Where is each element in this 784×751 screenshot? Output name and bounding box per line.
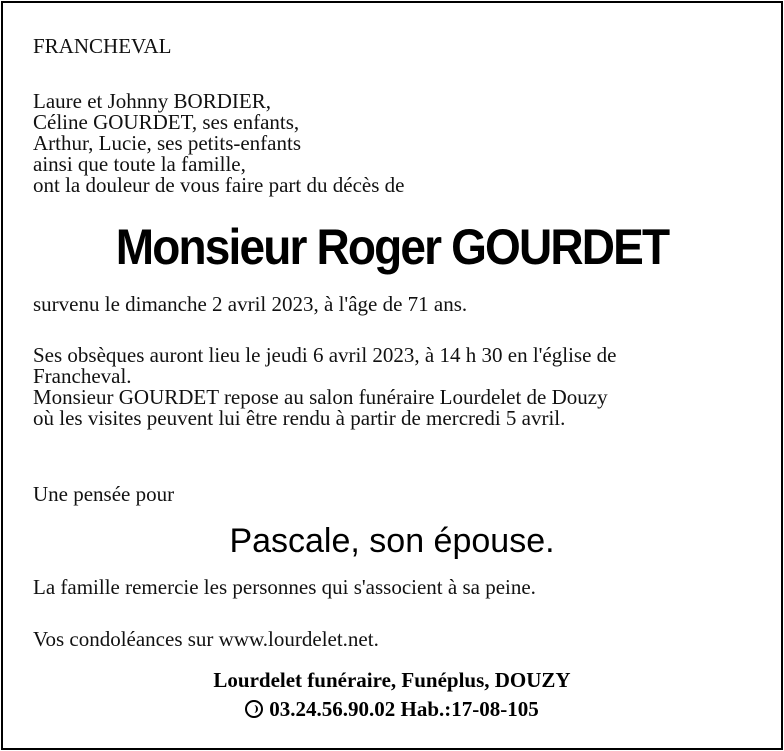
contact-line — [3, 696, 781, 722]
contact-text: 03.24.56.90.02 Hab.:17-08-105 — [269, 697, 539, 721]
location — [33, 36, 171, 57]
funeral-home — [3, 667, 781, 693]
family-line: ont la douleur de vous faire part du décès de — [33, 173, 405, 197]
funeral-home-name: Lourdelet funéraire, Funéplus, DOUZY — [213, 668, 571, 692]
funeral-line: Monsieur GOURDET repose au salon funéraire Lourdelet de Douzy — [33, 385, 608, 409]
deceased-name: Monsieur Roger GOURDET — [115, 219, 669, 275]
death-info-text: survenu le dimanche 2 avril 2023, à l'âge de 71 ans. — [33, 292, 468, 316]
funeral-line: où les visites peuvent lui être rendu à partir de mercredi 5 avril. — [33, 406, 566, 430]
thought-intro-text: Une pensée pour — [33, 482, 175, 506]
thanks — [33, 577, 536, 598]
family-announcement — [33, 91, 404, 196]
family-line: Laure et Johnny BORDIER, — [33, 89, 271, 113]
phone-icon — [245, 700, 263, 718]
family-line: ainsi que toute la famille, — [33, 152, 246, 176]
funeral-line: Francheval. — [33, 364, 132, 388]
condolences — [33, 629, 379, 650]
funeral-details — [33, 345, 755, 429]
thanks-text: La famille remercie les personnes qui s'associent à sa peine. — [33, 575, 536, 599]
funeral-line: Ses obsèques auront lieu le jeudi 6 avril 2023, à 14 h 30 en l'église de — [33, 343, 617, 367]
family-line: Arthur, Lucie, ses petits-enfants — [33, 131, 301, 155]
thought-intro — [33, 484, 174, 505]
family-line: Céline GOURDET, ses enfants, — [33, 110, 300, 134]
location-text: FRANCHEVAL — [33, 34, 172, 58]
obituary-notice — [1, 1, 783, 750]
spouse-name: Pascale, son épouse. — [229, 522, 555, 560]
condolences-text: Vos condoléances sur www.lourdelet.net. — [33, 627, 379, 651]
death-info — [33, 294, 467, 315]
